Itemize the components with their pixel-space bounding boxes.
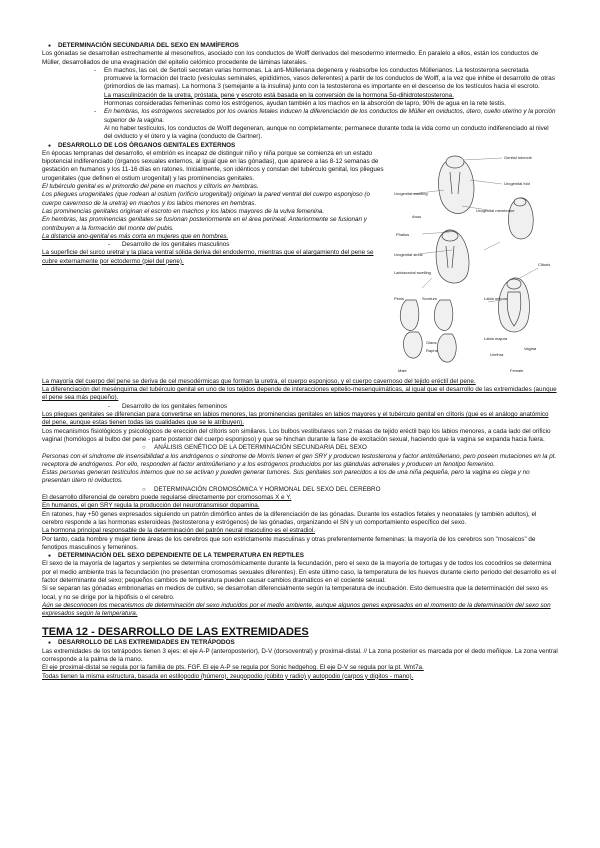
tema12-heading: ● DESARROLLO DE LAS EXTREMIDADES EN TETRÁPODOS: [42, 639, 558, 647]
sec2-p7: La superficie del surco uretral y la placa ventral sólida deriva del endodermo, mientras que el alargamiento del pene se cubre externamente por ectodermo (piel del pene).: [42, 249, 374, 265]
sec2-p6: La distancia ano-genital es más corta en mujeres que en hombres.: [42, 232, 229, 240]
sec2-p4: Las prominencias genitales originan el escroto en machos y los labios mayores de la vulva femenina.: [42, 207, 325, 215]
sec4-p4: La hormona principal responsable de la determinación del patrón neural masculino es el estradiol.: [42, 527, 316, 535]
label-phallus: Phallus: [396, 231, 410, 237]
label-labia-minora: Labia minora: [484, 295, 508, 301]
sec1-masc: La masculinización de la uretra, próstata, pene y escroto está basada en la conversión de la hormona 5α-dihidrotestosterona.: [104, 91, 454, 99]
sec4-p5: Por tanto, cada hombre y mujer tiene áreas de los cerebros que son estrictamente masculinas y otras preferentemente femeninas: la mayoría de los cerebros son "mosaicos" de fenotipos masculinos y femeninos.: [42, 535, 536, 551]
sec1-machos: - En machos, las cel. de Sertoli secretan varias hormonas. La anti-Mülleriana degenera y reabsorbe los conductos Müllerianos. La testosterona secretada promueve la formación del tracto (vesículas seminales, epidídimos, vasos deferentes) a partir de los conductos de Wolff, a la vez que inhibe el desarrollo de otras (primordios de las mamas). La hormona 3 (semejante a la insulina) junto con la testosterona es importante en el descenso de los testículos hacia el escroto.: [42, 67, 558, 92]
genitalia-diagram: [392, 150, 558, 378]
sec3-heading: ○ ANÁLISIS GENÉTICO DE LA DETERMINACIÓN SECUNDARIA DEL SEXO: [42, 444, 558, 452]
male-left-shape: [400, 300, 419, 331]
sec1-hembras: - En hembras, los estrógenos secretados por los ovarios fetales inducen la diferenciación de los conductos de Müller en oviductos, útero, cuello uterino y la porción superior de la vagina.: [42, 108, 558, 125]
sec5-p3: Aún se desconocen los mecanismos de determinación del sexo inducidos por el medio ambiente, aunque algunos genes expresados en el momento de la determinación del sexo son expresados según la temperatura.: [42, 601, 551, 618]
sec2-text-column: [42, 150, 386, 378]
sec1-p1: Los gónadas se desarrollan estrechamente al mesonefros, asociado con los conductos de Wolff derivados del mesodermo intermedio. En paralelo a ellos, están los conductos de Müller, desarrollados de una evaginación del epitelio celómico procedente de láminas laterales.: [42, 50, 539, 66]
label-urogenital-fold: Urogenital fold: [504, 180, 530, 186]
tema12-title: TEMA 12 - DESARROLLO DE LAS EXTREMIDADES: [42, 626, 309, 639]
label-scrotum: Scrotum: [422, 295, 437, 301]
label-male: Male: [398, 367, 407, 373]
label-female: Female: [510, 367, 524, 373]
sec2-p8: La mayoría del cuerpo del pene se deriva de cel mesodérmicas que forman la uretra, el cuerpo esponjoso, y el cuerpo cavernoso del tejido eréctil del pene.: [42, 377, 476, 385]
sec4-p3: En ratones, hay +50 genes expresados siguiendo un patrón dimórfico antes de la diferenciación de las gónadas. Durante los estadíos fetales y neonatales (y también adultos), el cerebro responde a las hormonas esteroideas (testosterona y estrógenos) de las gónadas, organizando el SN y un comportamiento específico del sexo.: [42, 510, 537, 526]
sec5-heading: ● DETERMINACIÓN DEL SEXO DEPENDIENTE DE LA TEMPERATURA EN REPTILES: [42, 552, 558, 560]
label-urogenital-membrane: Urogenital membrane: [476, 207, 515, 213]
sec5-p1: El sexo de la mayoría de lagartos y serpientes se determina cromosómicamente durante la fecundación, pero el sexo de la mayoría de tortugas y de todos los cocodrilos se determina por el medio ambiente tras la fecundación (no presentan cromosomas sexuales diferentes). En este último caso, la temperatura de los huevos durante cierto periodo del desarrollo es el factor determinante del sexo; pequeños cambios de temperatura pueden causar cambios dramáticos en el cociente sexual.: [42, 560, 557, 584]
male-right-shape: [434, 300, 453, 331]
sec2-heading: ● DESARROLLO DE LOS ÓRGANOS GENITALES EXTERNOS: [42, 142, 558, 150]
tema12-p3: Todas tienen la misma estructura, basada en estilopodio (húmero), zeugopodio (cúbito y radio) y autopodio (carpos y dígitos - mano).: [42, 672, 414, 680]
label-glans: Glans: [426, 339, 437, 345]
label-genital-tubercle: Genital tubercle: [504, 154, 533, 160]
label-vagina: Vagina: [524, 345, 537, 351]
label-raphe: Raphe: [426, 347, 438, 353]
sec2-p2: El tubérculo genital es el primordio del pene en machos y clítoris en hembras.: [42, 183, 259, 191]
sec2-p3: Los pliegues urogenitales (que rodean al ostium (orificio urogenital)) originan la pared ventral del cuerpo esponjoso (o cuerpo cavernoso de la uretra) en machos y los labios menores en hembras.: [42, 191, 370, 207]
sec3-p2: Estas personas generan testículos internos que no se activan y pueden generar tumores. Sus genitales son parecidos a los de una niña pequeña, pero la vagina es ciega y no presentan útero ni oviductos.: [42, 469, 530, 485]
notes-page: [42, 42, 558, 681]
sec4-p2: En humanos, el gen SRY regula la producción del neurotransmisor dopamina.: [42, 502, 260, 510]
label-labia-majora: Labia majora: [484, 335, 508, 341]
label-clitoris: Clitoris: [538, 261, 551, 267]
sec2-sub-fem: - Desarrollo de los genitales femeninos: [42, 403, 558, 411]
label-penis: Penis: [394, 295, 405, 301]
sec3-p1: Personas con el síndrome de insensibilidad a los andrógenos o síndrome de Morris tienen el gen SRY y producen testosterona y factor antimülleriano, pero poseen mutaciones en la pt. receptora de andrógenos. Por ello, responden al factor antimülleriano y a los estrógenos producidos por las glándulas adrenales y producen un fenotipo femenino.: [42, 452, 557, 468]
label-urogenital-swelling: Urogenital swelling: [394, 190, 428, 196]
tema12-p2: El eje proximal-distal se regula por la familia de pts. FGF. El eje A-P se regula por Sonic hedgehog. El eje D-V se regula por la pt. Wnt7a.: [42, 664, 424, 672]
sec2-p5: En hembras, las prominencias genitales se fusionan posteriormente en el área perineal. Anteriormente se fusionan y contribuyen a la formación del monte del pubis.: [42, 216, 367, 232]
sec2-p1: En épocas tempranas del desarrollo, el embrión es incapaz de distinguir niño y niña porque se comienza en un estado bipotencial indiferenciado (órganos sexuales externos, al igual que en las gónadas), que aparece a las 8-12 semanas de gestación en humanos y los 11-16 días en ratones. Inicialmente, son idénticos y constan del tubérculo genital, los pliegues urogenitales (que definen el ostium urogenital) y las prominencias genitales.: [42, 149, 384, 182]
tema12-p1: Las extremidades de los tetrápodos tienen 3 ejes: el eje A-P (anteroposterior), D-V (dorsoventral) y proximal-distal. // La zona posterior es marcada por el dedo meñique. La zona ventral corresponde a la palma de la mano.: [42, 647, 558, 664]
label-urogenital-sinus: Urogenital sinus: [394, 251, 423, 257]
sec1-horm: Hormonas consideradas femeninas como los estrógenos, ayudan también a los machos en la absorción de lapro, 90% de agua en la rete testis.: [104, 100, 506, 108]
sec4-heading: ○ DETERMINACIÓN CROMOSÓMICA Y HORMONAL DEL SEXO DEL CEREBRO: [42, 486, 558, 494]
sec1-heading: ● DETERMINACIÓN SECUNDARIA DEL SEXO EN MAMÍFEROS: [42, 42, 558, 50]
genitalia-illustration: [392, 150, 558, 378]
sec4-p1: El desarrollo diferencial de cerebro puede regularse directamente por cromosomas X e Y.: [42, 494, 292, 502]
sec2-with-figure: [42, 150, 558, 378]
sec2-p10: Los pliegues genitales se diferencian para convertirse en labios menores, las prominencias genitales en labios mayores y el tubérculo genital en clítoris (que es el análogo anatómico del pene, aunque estas tienen todas las cualidades que se le atribuyen).: [42, 411, 549, 427]
sec2-p9: La diferenciación del mesénquima del tubérculo genital en uno de los tejidos depende de interacciones epitelio-mesenquimáticas, al igual que el desarrollo de las extremidades (aunque el pene sea más pequeño).: [42, 386, 557, 402]
label-anus: Anus: [412, 213, 422, 219]
label-urethra: Urethra: [490, 351, 504, 357]
sec2-p11: Los mecanismos fisiológicos y psicológicos de erección del clítoris son similares. Los bulbos vestibulares son 2 masas de tejido eréctil bajo los labios menores, a cada lado del orificio vaginal (homólogos al bulbo del pene - parte posterior del cuerpo esponjoso) y que se hinchan durante la fase de excitación sexual, haciendo que la vagina se expanda hacia fuera.: [42, 427, 551, 443]
sec1-notest: Al no haber testículos, los conductos de Wolff degeneran, aunque no completamente; permanece durante toda la vida como un conducto indiferenciado al nivel del oviducto y el útero y la vagina (conducto de Gartner).: [104, 124, 549, 141]
sec2-sub-masc: - Desarrollo de los genitales masculinos: [42, 241, 386, 249]
label-labioscrotal-swelling: Labioscrotal swelling: [394, 269, 431, 275]
sec5-p2: Si se separan las gónadas embrionarias en medios de cultivo, se desarrollan diferencialmente según la temperatura de incubación. Esto demuestra que la determinación del sexo es local, y no se dirige por la hipófisis o el cerebro.: [42, 585, 548, 601]
